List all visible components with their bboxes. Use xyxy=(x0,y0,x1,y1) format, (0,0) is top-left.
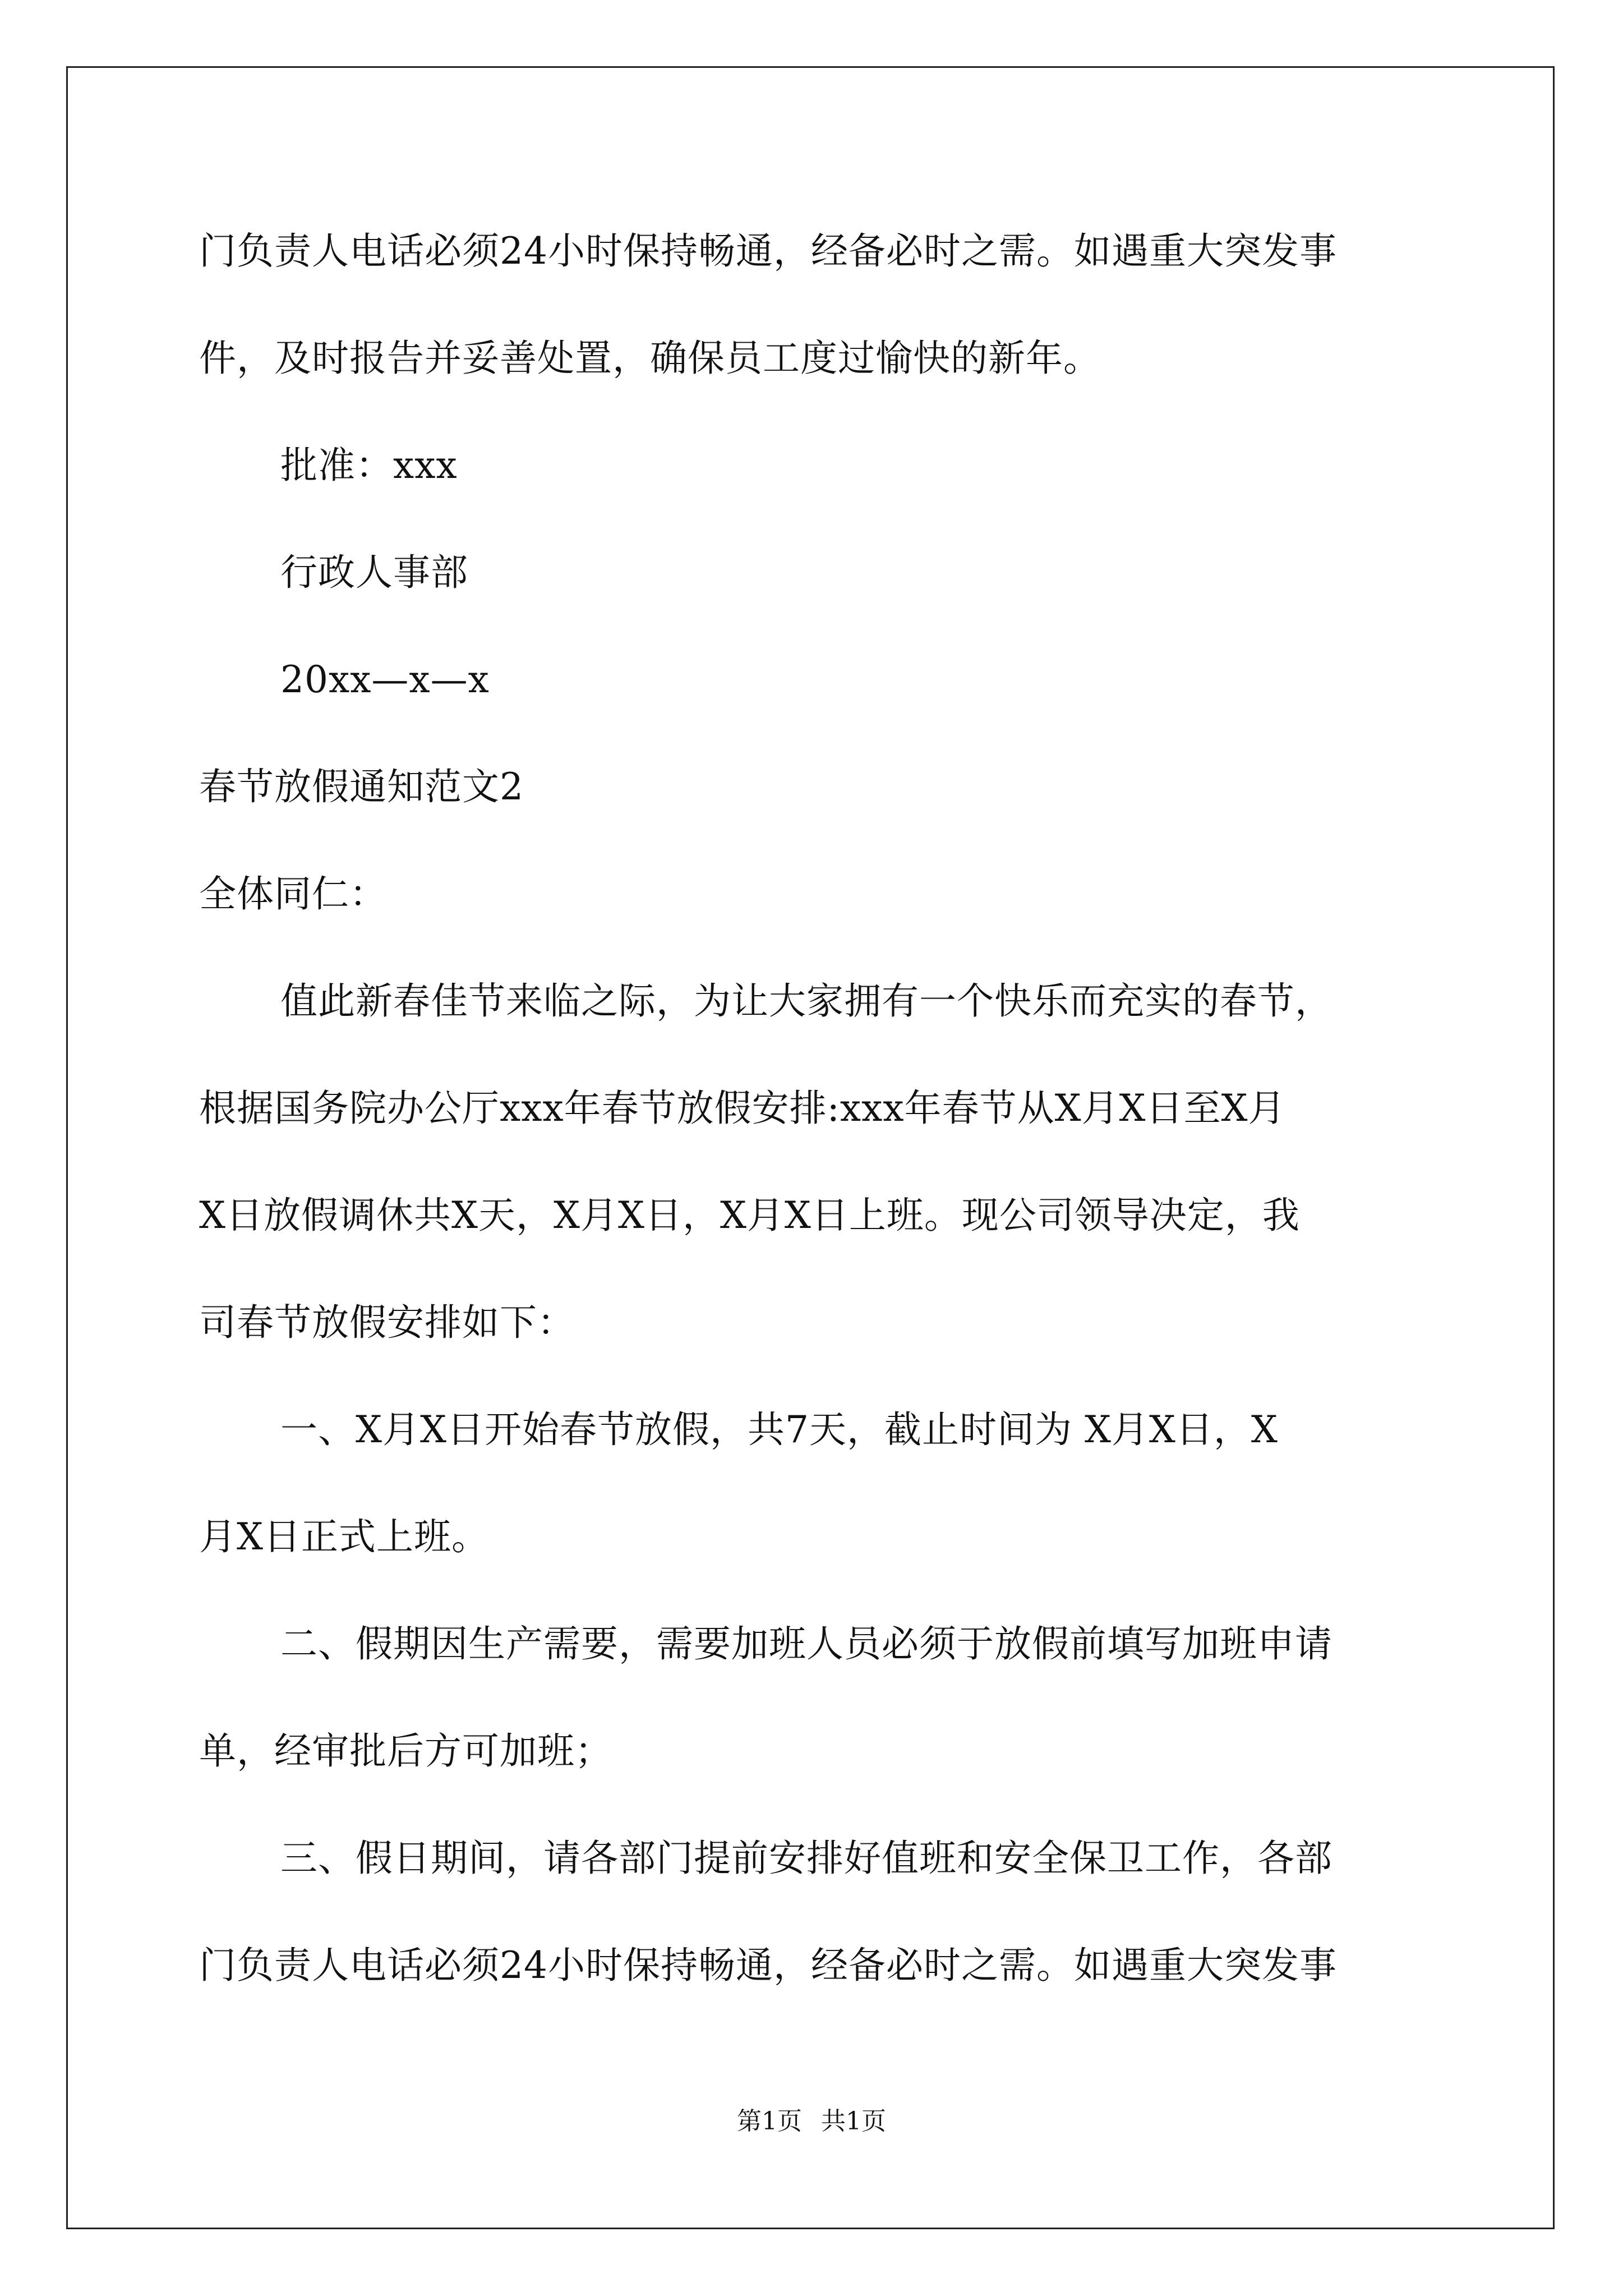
page-footer xyxy=(0,2109,1623,2134)
list-item-line: 月X日正式上班。 xyxy=(199,1515,489,1558)
page-total: 共1页 xyxy=(821,2107,886,2136)
list-item-line: 单，经审批后方可加班； xyxy=(199,1729,612,1773)
page-border xyxy=(66,66,1555,2229)
department-line: 行政人事部 xyxy=(280,551,468,594)
section-title: 春节放假通知范文2 xyxy=(199,765,524,808)
list-item-line: 三、假日期间，请各部门提前安排好值班和安全保卫工作，各部 xyxy=(280,1837,1332,1880)
paragraph-line: 值此新春佳节来临之际，为让大家拥有一个快乐而充实的春节， xyxy=(280,979,1332,1023)
paragraph-line: 司春节放假安排如下： xyxy=(199,1301,575,1344)
approval-line: 批准：xxx xyxy=(280,444,458,487)
paragraph-line: X日放假调休共X天，X月X日，X月X日上班。现公司领导决定，我 xyxy=(199,1194,1300,1237)
list-item-line: 二、假期因生产需要，需要加班人员必须于放假前填写加班申请 xyxy=(280,1622,1332,1665)
list-item-line: 门负责人电话必须24小时保持畅通，经备必时之需。如遇重大突发事 xyxy=(199,1944,1337,1987)
paragraph-line: 门负责人电话必须24小时保持畅通，经备必时之需。如遇重大突发事 xyxy=(199,229,1337,273)
page-number: 第1页 xyxy=(737,2107,802,2136)
salutation: 全体同仁： xyxy=(199,872,387,915)
paragraph-line: 根据国务院办公厅xxx年春节放假安排:xxx年春节从X月X日至X月 xyxy=(199,1087,1286,1130)
date-line: 20xx—x—x xyxy=(280,658,490,701)
list-item-line: 一、X月X日开始春节放假，共7天，截止时间为 X月X日，X xyxy=(280,1408,1278,1451)
paragraph-line: 件，及时报告并妥善处置，确保员工度过愉快的新年。 xyxy=(199,337,1101,380)
